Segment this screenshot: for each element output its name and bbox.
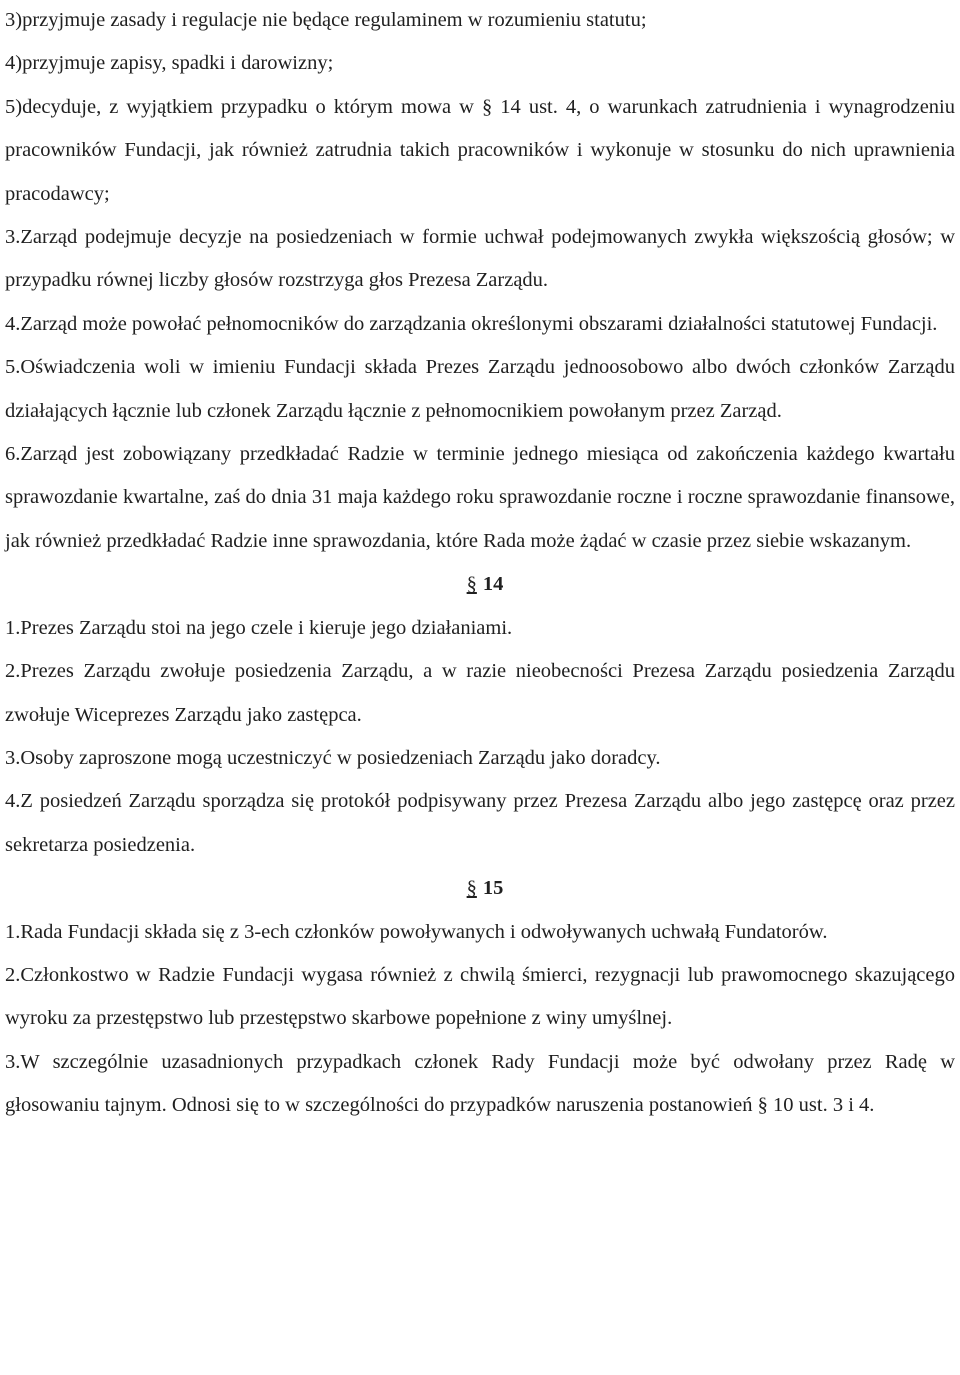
document-page bbox=[5, 0, 955, 1128]
section-number: 15 bbox=[482, 877, 504, 900]
paragraph-13-4: 4.Zarząd może powołać pełnomocników do zarządzania określonymi obszarami działalności statutowej Fundacji. bbox=[5, 312, 938, 335]
paragraph-item-5: 5)decyduje, z wyjątkiem przypadku o którym mowa w § 14 ust. 4, o warunkach zatrudnienia i wynagrodzeniu pracowników Fundacji, jak również zatrudnia takich pracowników i wykonuje w stosunku do nich uprawnienia pracodawcy; bbox=[5, 95, 955, 205]
paragraph-15-3: 3.W szczególnie uzasadnionych przypadkach członek Rady Fundacji może być odwołany przez Radę w głosowaniu tajnym. Odnosi się to w szczególności do przypadków naruszenia postanowień § 10 ust. 3 i 4. bbox=[5, 1050, 955, 1117]
paragraph-item-3: 3)przyjmuje zasady i regulacje nie będące regulaminem w rozumieniu statutu; bbox=[5, 9, 647, 31]
paragraph-item-4: 4)przyjmuje zapisy, spadki i darowizny; bbox=[5, 52, 334, 75]
paragraph-13-3: 3.Zarząd podejmuje decyzje na posiedzeniach w formie uchwał podejmowanych zwykła większością głosów; w przypadku równej liczby głosów rozstrzyga głos Prezesa Zarządu. bbox=[5, 226, 955, 292]
section-symbol: § bbox=[466, 573, 477, 596]
paragraph-13-5: 5.Oświadczenia woli w imieniu Fundacji składa Prezes Zarządu jednoosobowo albo dwóch członków Zarządu działających łącznie lub członek Zarządu łącznie z pełnomocnikiem powołanym przez Zarząd. bbox=[5, 356, 955, 422]
paragraph-14-2: 2.Prezes Zarządu zwołuje posiedzenia Zarządu, a w razie nieobecności Prezesa Zarządu posiedzenia Zarządu zwołuje Wiceprezes Zarządu jako zastępca. bbox=[5, 660, 955, 726]
paragraph-15-2: 2.Członkostwo w Radzie Fundacji wygasa również z chwilą śmierci, rezygnacji lub prawomocnego skazującego wyroku za przestępstwo lub przestępstwo skarbowe popełnione z winy umyślnej. bbox=[5, 963, 955, 1030]
section-heading-14 bbox=[5, 563, 955, 606]
section-number: 14 bbox=[482, 573, 504, 596]
paragraph-14-3: 3.Osoby zaproszone mogą uczestniczyć w posiedzeniach Zarządu jako doradcy. bbox=[5, 746, 661, 769]
section-symbol: § bbox=[466, 877, 477, 900]
paragraph-14-1: 1.Prezes Zarządu stoi na jego czele i kieruje jego działaniami. bbox=[5, 616, 513, 639]
paragraph-13-6: 6.Zarząd jest zobowiązany przedkładać Radzie w terminie jednego miesiąca od zakończenia każdego kwartału sprawozdanie kwartalne, zaś do dnia 31 maja każdego roku sprawozdanie roczne i roczne sprawozdanie finansowe, jak również przedkładać Radzie inne sprawozdania, które Rada może żądać w czasie przez siebie wskazanym. bbox=[5, 443, 955, 552]
paragraph-14-4: 4.Z posiedzeń Zarządu sporządza się protokół podpisywany przez Prezesa Zarządu albo jego zastępcę oraz przez sekretarza posiedzenia. bbox=[5, 790, 955, 856]
section-heading-15 bbox=[5, 867, 955, 910]
paragraph-15-1: 1.Rada Fundacji składa się z 3-ech członków powoływanych i odwoływanych uchwałą Fundatorów. bbox=[5, 920, 828, 943]
